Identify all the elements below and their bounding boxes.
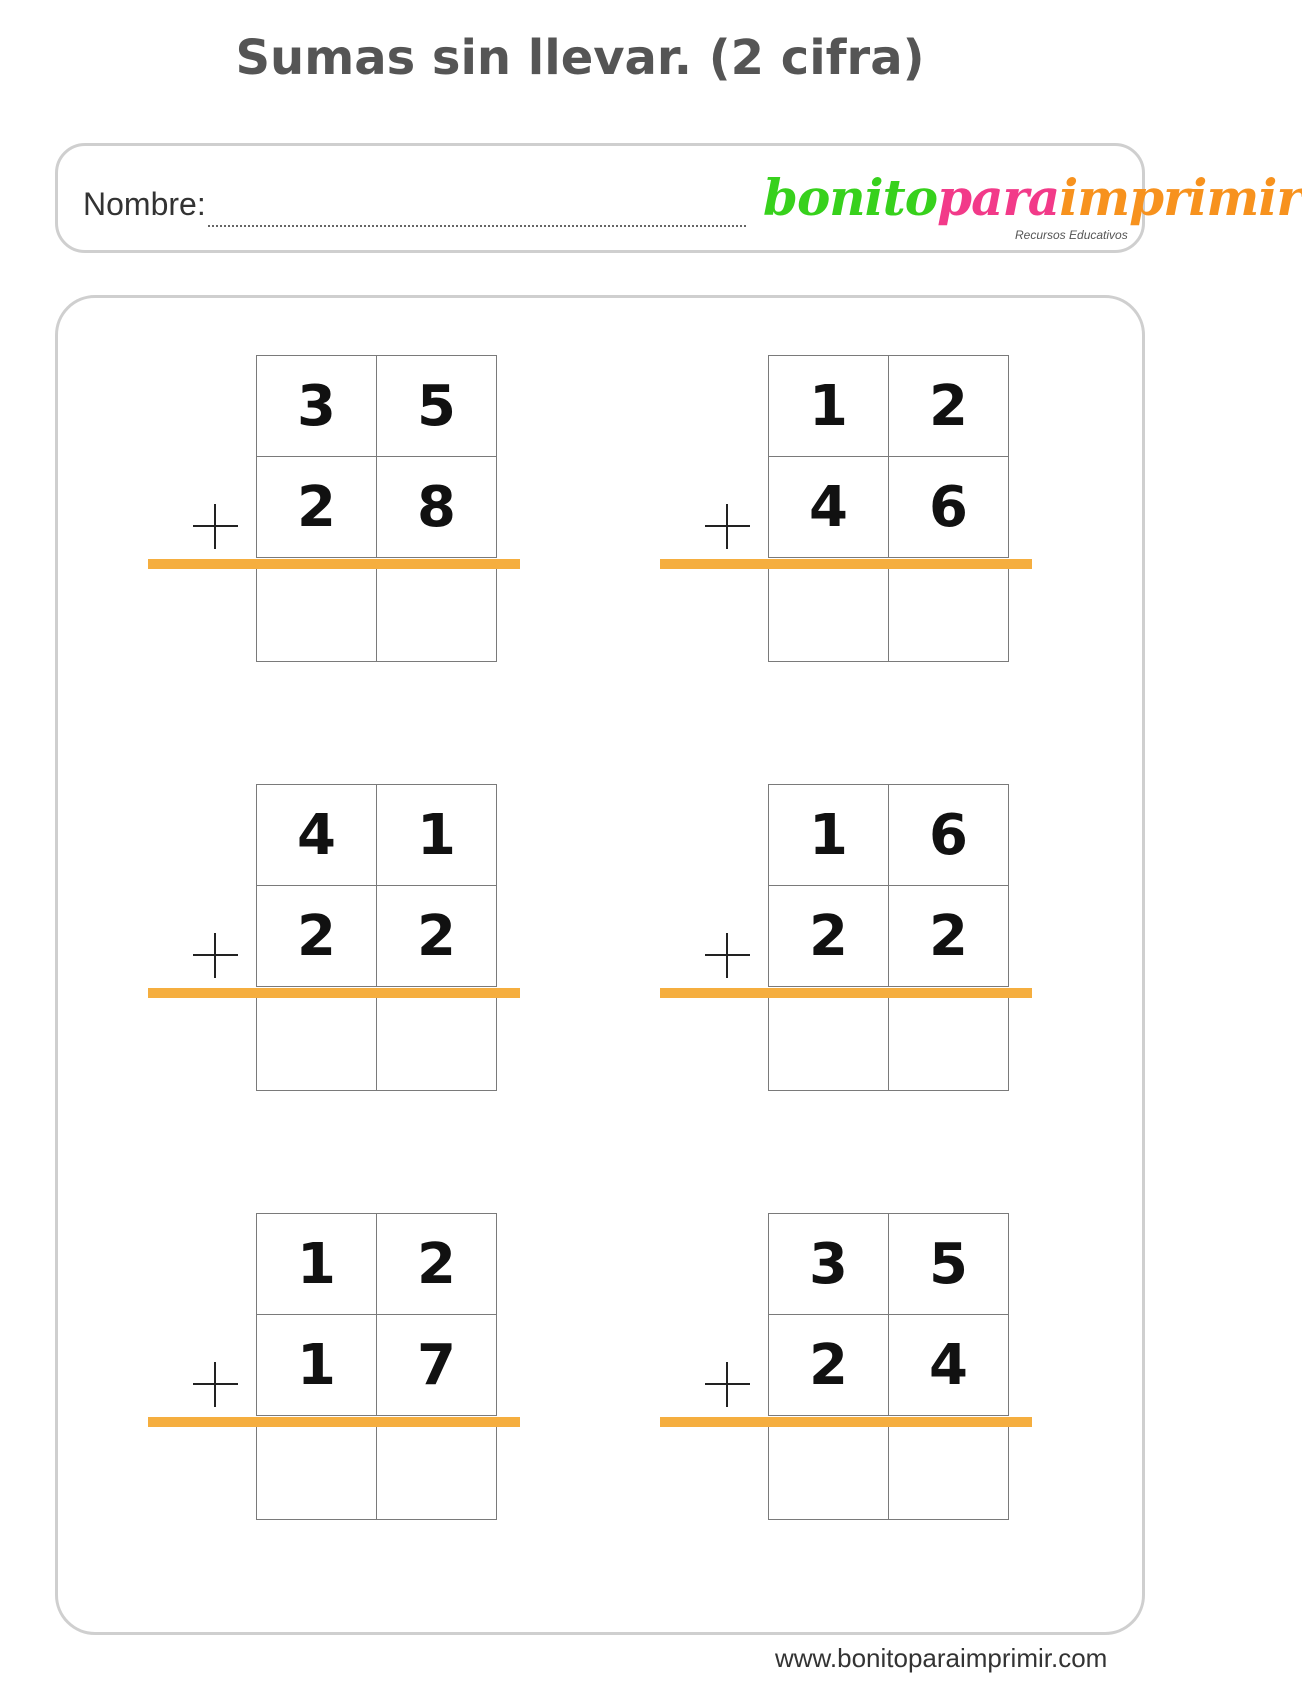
bottom-tens-digit: 4 [768, 456, 889, 558]
answer-units-box[interactable] [888, 565, 1009, 662]
answer-tens-box[interactable] [256, 1423, 377, 1520]
addition-problem [660, 1213, 1040, 1523]
top-tens-digit: 1 [768, 355, 889, 457]
top-units-digit: 5 [888, 1213, 1009, 1315]
answer-units-box[interactable] [376, 565, 497, 662]
bottom-units-digit: 6 [888, 456, 1009, 558]
plus-icon [193, 933, 238, 978]
bottom-units-digit: 8 [376, 456, 497, 558]
top-units-digit: 2 [888, 355, 1009, 457]
bottom-units-digit: 7 [376, 1314, 497, 1416]
top-tens-digit: 4 [256, 784, 377, 886]
plus-icon [705, 933, 750, 978]
sum-line [148, 559, 520, 569]
top-tens-digit: 3 [256, 355, 377, 457]
logo-subtitle: Recursos Educativos [1015, 228, 1128, 242]
page-title: Sumas sin llevar. (2 cifra) [235, 30, 925, 86]
sum-line [148, 988, 520, 998]
addition-problem [148, 784, 528, 1094]
addition-problem [660, 355, 1040, 665]
addition-problem [148, 355, 528, 665]
sum-line [660, 1417, 1032, 1427]
addition-problem [660, 784, 1040, 1094]
logo-part-imprimir: imprimir [1059, 168, 1302, 227]
bottom-units-digit: 2 [376, 885, 497, 987]
bottom-tens-digit: 2 [256, 885, 377, 987]
bottom-units-digit: 2 [888, 885, 1009, 987]
answer-tens-box[interactable] [768, 565, 889, 662]
footer-website[interactable]: www.bonitoparaimprimir.com [775, 1643, 1108, 1673]
answer-units-box[interactable] [376, 994, 497, 1091]
answer-tens-box[interactable] [768, 1423, 889, 1520]
name-header [55, 143, 1302, 253]
top-units-digit: 1 [376, 784, 497, 886]
top-units-digit: 5 [376, 355, 497, 457]
top-units-digit: 2 [376, 1213, 497, 1315]
brand-logo [763, 168, 1302, 248]
addition-problem [148, 1213, 528, 1523]
answer-tens-box[interactable] [256, 565, 377, 662]
name-field[interactable] [208, 225, 746, 227]
plus-icon [705, 1362, 750, 1407]
plus-icon [193, 1362, 238, 1407]
sum-line [660, 988, 1032, 998]
plus-icon [193, 504, 238, 549]
name-label: Nombre: [83, 186, 206, 222]
bottom-units-digit: 4 [888, 1314, 1009, 1416]
plus-icon [705, 504, 750, 549]
answer-units-box[interactable] [888, 1423, 1009, 1520]
bottom-tens-digit: 2 [768, 885, 889, 987]
answer-tens-box[interactable] [256, 994, 377, 1091]
answer-tens-box[interactable] [768, 994, 889, 1091]
bottom-tens-digit: 1 [256, 1314, 377, 1416]
top-tens-digit: 1 [768, 784, 889, 886]
logo-wordmark [763, 168, 1302, 227]
logo-part-para: para [937, 168, 1060, 227]
bottom-tens-digit: 2 [256, 456, 377, 558]
sum-line [660, 559, 1032, 569]
bottom-tens-digit: 2 [768, 1314, 889, 1416]
top-tens-digit: 1 [256, 1213, 377, 1315]
sum-line [148, 1417, 520, 1427]
logo-part-bonito: bonito [763, 168, 938, 227]
top-tens-digit: 3 [768, 1213, 889, 1315]
answer-units-box[interactable] [376, 1423, 497, 1520]
top-units-digit: 6 [888, 784, 1009, 886]
answer-units-box[interactable] [888, 994, 1009, 1091]
